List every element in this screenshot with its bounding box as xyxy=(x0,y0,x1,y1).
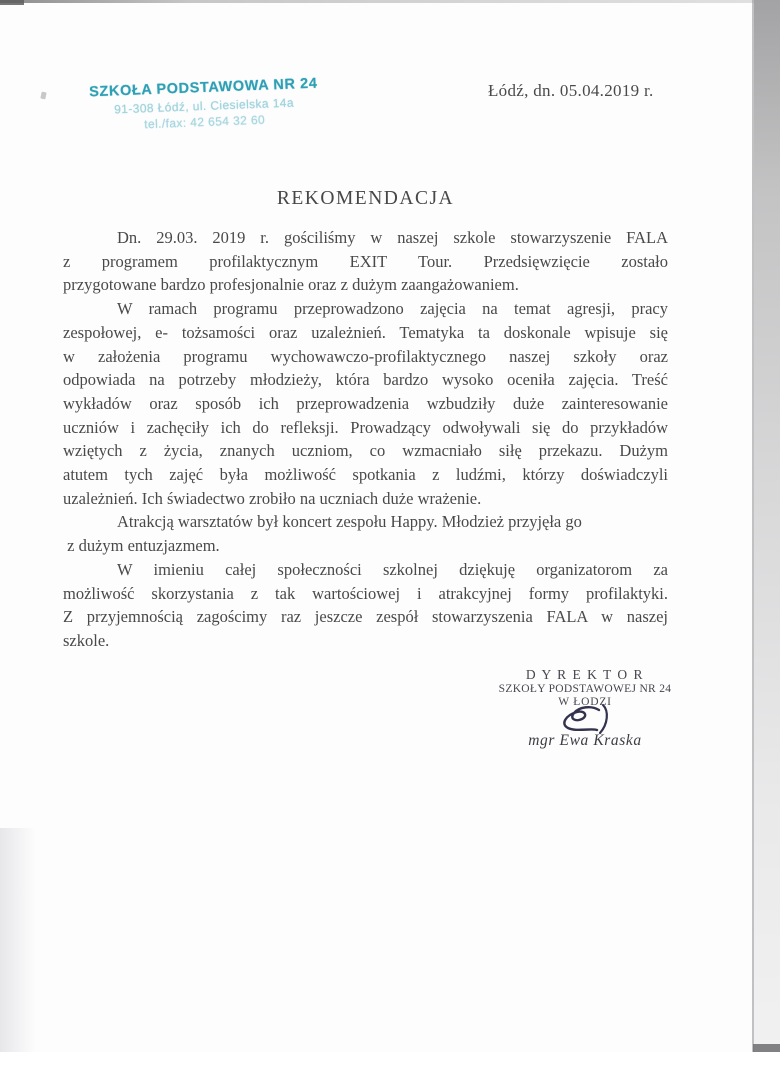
signer-name: mgr Ewa Kraska xyxy=(528,732,642,749)
signature-city: W ŁODZI xyxy=(558,696,612,708)
document-text-line: wykładów oraz sposób ich przeprowadzenia wzbudziły duże zainteresowanie xyxy=(63,393,668,413)
scan-speck xyxy=(40,92,46,100)
document-text-line: zespołowej, e- tożsamości oraz uzależnień. Tematyka ta doskonale wpisuje się xyxy=(63,322,668,342)
scan-left-shadow xyxy=(0,828,36,1052)
document-text-line: z dużym entuzjazmem. xyxy=(63,536,220,556)
document-text-line: odpowiada na potrzeby młodzieży, która bardzo wysoko oceniła zajęcia. Treść xyxy=(63,370,668,390)
document-body xyxy=(63,226,668,653)
signature-block xyxy=(468,667,702,750)
signature-school: SZKOŁY PODSTAWOWEJ NR 24 xyxy=(498,683,672,695)
document-text-line: atutem tych zajęć była możliwość spotkania z ludźmi, którzy doświadczyli xyxy=(63,465,668,485)
document-text-line: z programem profilaktycznym EXIT Tour. Przedsięwzięcie zostało xyxy=(63,251,668,271)
document-text-line: W ramach programu przeprowadzono zajęcia na temat agresji, pracy xyxy=(117,299,668,319)
document-text-line: Z przyjemnością zagościmy raz jeszcze zespół stowarzyszenia FALA w naszej xyxy=(63,607,668,627)
scan-corner-mark xyxy=(0,0,24,5)
document-text-line: przygotowane bardzo profesjonalnie oraz z dużym zaangażowaniem. xyxy=(63,275,519,295)
document-text-line: w założenia programu wychowawczo-profilaktycznego naszej szkoły oraz xyxy=(63,346,668,366)
document-text-line: uzależnień. Ich świadectwo zrobiło na uczniach duże wrażenie. xyxy=(63,488,482,508)
document-text-line: W imieniu całej społeczności szkolnej dziękuję organizatorom za xyxy=(117,559,668,579)
document-text-line: uczniów i zachęciły ich do refleksji. Prowadzący odwoływali się do przykładów xyxy=(63,417,668,437)
scan-edge-right-band xyxy=(754,0,780,1055)
document-text-line: wziętych z życia, znanych uczniom, co wzmacniało siłę przekazu. Dużym xyxy=(63,441,668,461)
document-text-line: możliwość skorzystania z tak wartościowej i atrakcyjnej formy profilaktyki. xyxy=(63,583,668,603)
stamp-phone: tel./fax: 42 654 32 60 xyxy=(143,112,266,132)
school-stamp xyxy=(83,75,325,133)
date-line: Łódź, dn. 05.04.2019 r. xyxy=(488,81,654,100)
scan-edge-top xyxy=(0,0,762,3)
document-text-line: szkole. xyxy=(63,630,110,650)
document-title: REKOMENDACJA xyxy=(276,188,455,209)
document-text-line: Atrakcją warsztatów był koncert zespołu Happy. Młodzież przyjęła go xyxy=(117,512,582,532)
scan-page-bottom-edge xyxy=(0,1052,780,1072)
stamp-address: 91-308 Łódź, ul. Ciesielska 14a xyxy=(113,95,295,117)
document-text-line: Dn. 29.03. 2019 r. gościliśmy w naszej szkole stowarzyszenie FALA xyxy=(117,228,668,247)
stamp-school-name: SZKOŁA PODSTAWOWA NR 24 xyxy=(88,75,318,101)
signature-role: D Y R E K T O R xyxy=(525,667,645,682)
